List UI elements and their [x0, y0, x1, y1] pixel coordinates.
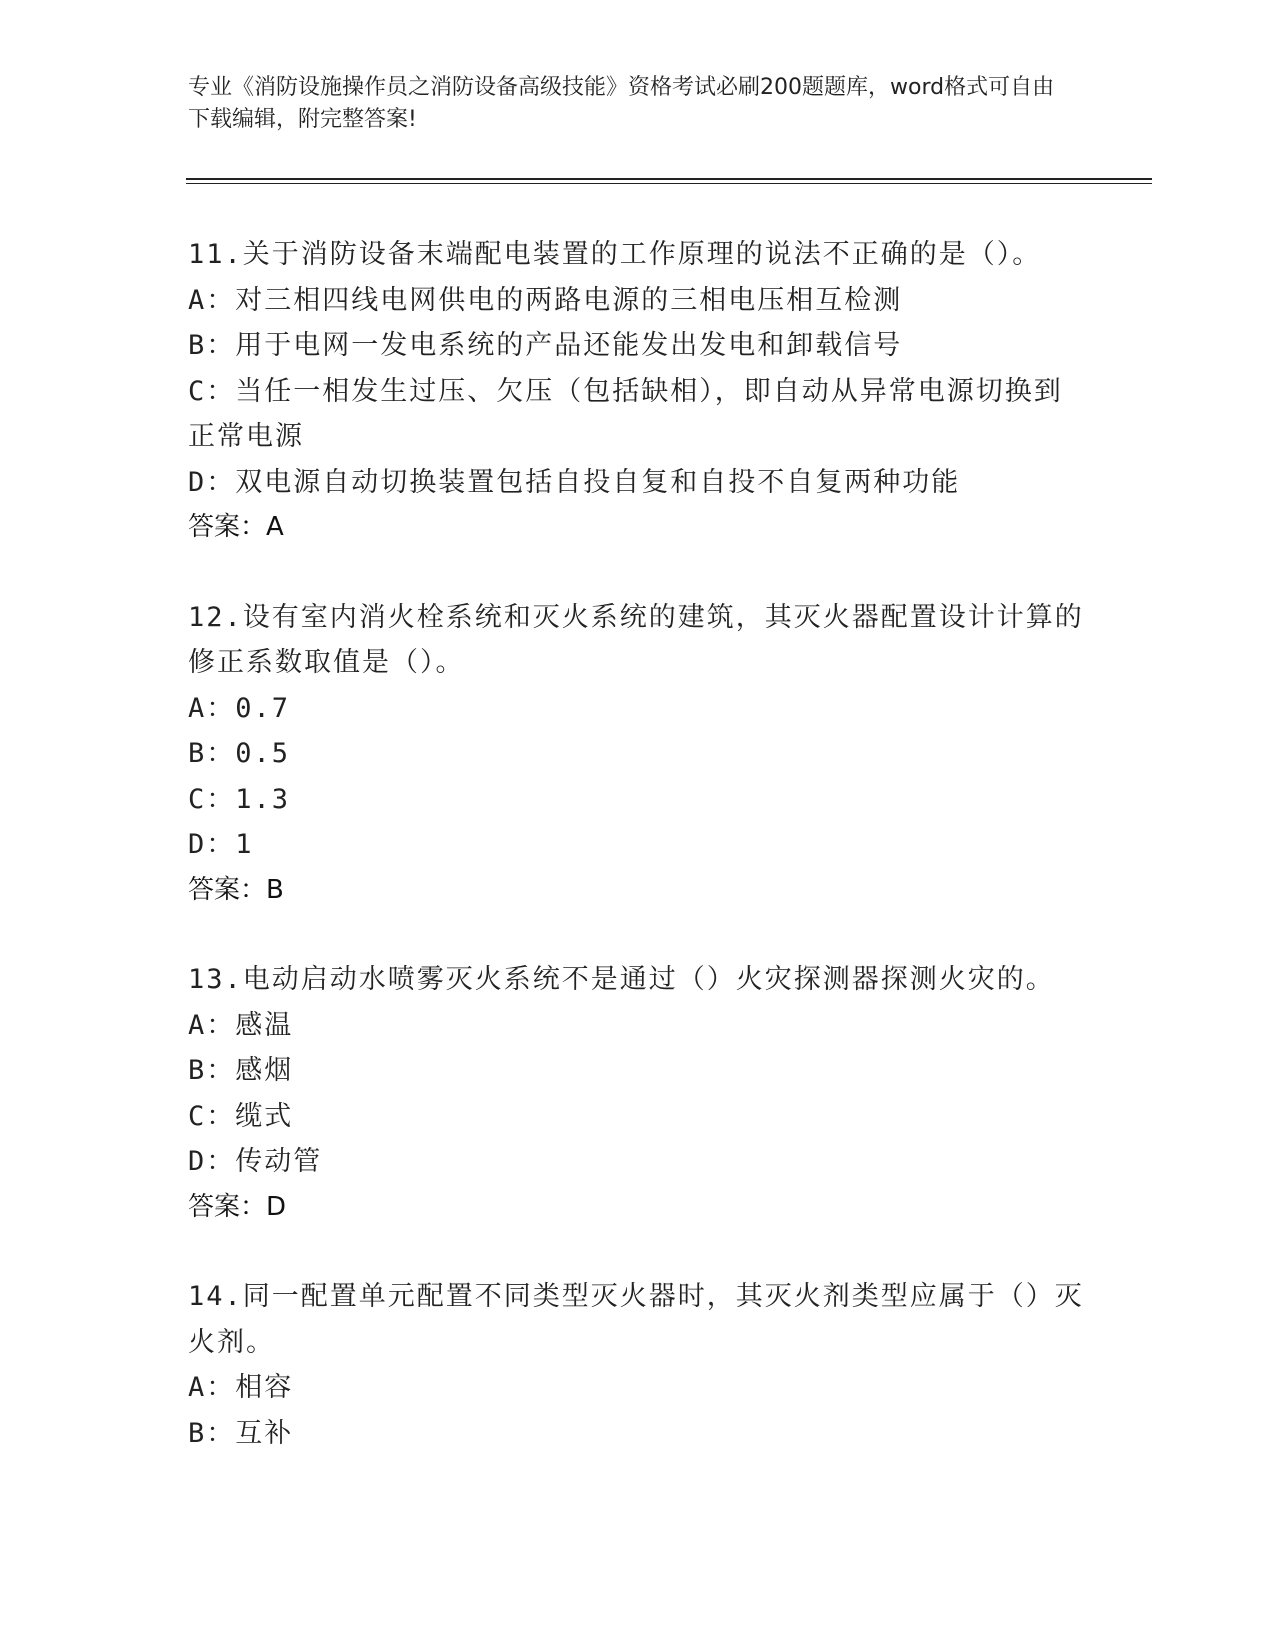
option-a: A：感温: [188, 1009, 294, 1041]
answer: 答案：D: [188, 1191, 287, 1222]
question-13: [188, 957, 1088, 1230]
option-c: C：缆式: [188, 1100, 294, 1132]
answer: 答案：A: [188, 512, 284, 542]
option-b: B：感烟: [188, 1055, 294, 1086]
question-stem: 14.同一配置单元配置不同类型灭火器时，其灭火剂类型应属于（）灭火剂。: [188, 1281, 1084, 1358]
question-12: [188, 595, 1088, 914]
option-b: B：用于电网一发电系统的产品还能发出发电和卸载信号: [188, 330, 903, 361]
question-14: [188, 1274, 1088, 1456]
answer: 答案：B: [188, 874, 284, 905]
question-11: [188, 232, 1088, 551]
question-stem: 12.设有室内消火栓系统和灭火系统的建筑，其灭火器配置设计计算的修正系数取值是（）。: [188, 601, 1084, 678]
header-divider-thin: [186, 183, 1152, 184]
option-a: A：相容: [188, 1372, 294, 1403]
option-b: B：互补: [188, 1417, 294, 1449]
option-d: D：双电源自动切换装置包括自投自复和自投不自复两种功能: [188, 466, 961, 498]
question-stem: 13.电动启动水喷雾灭火系统不是通过（）火灾探测器探测火灾的。: [188, 964, 1055, 995]
header-intro: 专业《消防设施操作员之消防设备高级技能》资格考试必刷200题题库，word格式可自由下载编辑，附完整答案!: [188, 75, 1055, 132]
option-d: D：传动管: [188, 1146, 323, 1177]
option-c: C：1.3: [188, 783, 291, 815]
question-list: [188, 232, 1088, 1500]
option-a: A：对三相四线电网供电的两路电源的三相电压相互检测: [188, 284, 903, 316]
option-b: B：0.5: [188, 738, 291, 769]
question-stem: 11.关于消防设备末端配电装置的工作原理的说法不正确的是（）。: [188, 239, 1042, 270]
option-a: A：0.7: [188, 692, 291, 724]
option-c: C：当任一相发生过压、欠压（包括缺相），即自动从异常电源切换到正常电源: [188, 375, 1063, 452]
header-divider: [186, 178, 1152, 180]
document-header: [188, 72, 1068, 136]
option-d: D：1: [188, 829, 254, 860]
